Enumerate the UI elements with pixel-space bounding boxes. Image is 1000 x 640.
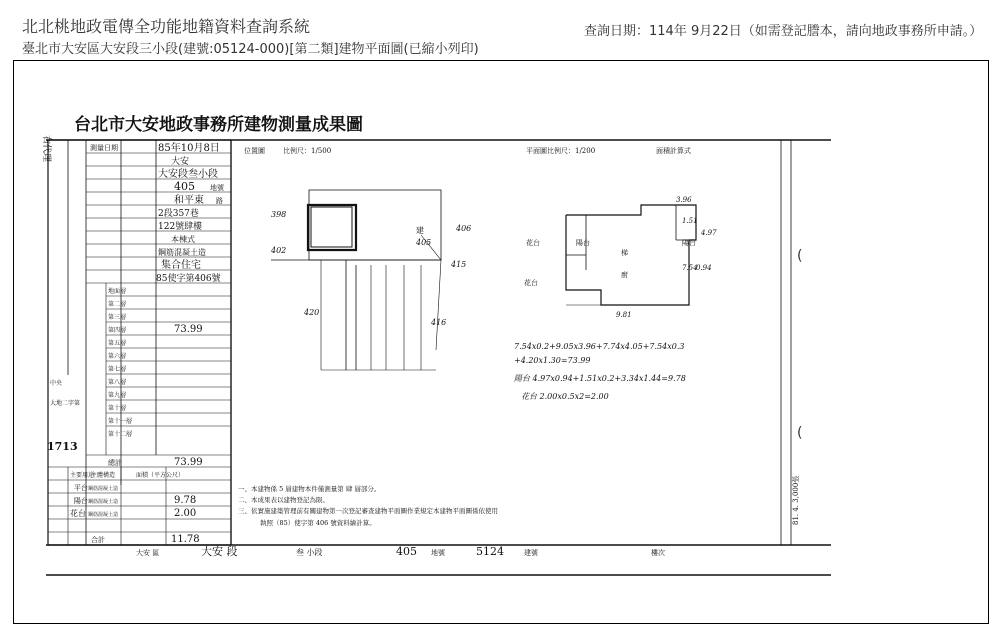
lot-label: 415	[451, 260, 467, 269]
attached-use: 花台	[70, 509, 86, 518]
note-line: 三、依實施建築管理前有關建物第一次登記審查建物平面圖作業規定本建物平面圖係依使用	[238, 507, 498, 515]
plan-room-label: 廚	[621, 271, 628, 279]
plan-room-label: 花台	[526, 239, 540, 247]
measure-date: 85年10月8日	[158, 143, 220, 154]
lot-label: 416	[431, 318, 447, 327]
area-row-label: 第六層	[108, 353, 127, 360]
area-row-label: 第十二層	[108, 431, 133, 438]
plan-dimension: 1.51	[682, 217, 698, 225]
section-value: 大安段叁小段	[158, 169, 218, 180]
system-title: 北北桃地政電傳全功能地籍資料查詢系統	[22, 17, 311, 36]
note-line: 二、本成果表以建物登記為限。	[238, 496, 329, 504]
stamp-text: 大地二字第	[50, 400, 81, 407]
plan-dimension: 9.81	[616, 311, 632, 319]
attached-structure: 鋼筋混凝土造	[88, 499, 119, 505]
footer-building-label: 建號	[524, 549, 538, 557]
area-row-label: 第八層	[108, 379, 127, 386]
area-formulas	[514, 342, 686, 401]
plan-note: 面積計算式	[656, 147, 691, 155]
footer-section: 大安 段	[201, 545, 238, 558]
footer-row	[136, 544, 665, 558]
attached-use: 陽台	[74, 497, 88, 505]
plan-scale: 平面圖比例尺：1/200	[526, 147, 596, 155]
attached-area: 9.78	[174, 495, 197, 506]
floor-plan	[524, 146, 717, 319]
location-label: 位置圖	[244, 147, 265, 155]
note-line: 一、本建物係 5 層建物本件僅測量第 肆 層部分。	[238, 485, 381, 493]
lot-label: 402	[271, 246, 287, 255]
attached-structure: 鋼筋混凝土造	[88, 486, 119, 492]
page-mark: (	[797, 248, 803, 264]
area-row-label: 第十層	[108, 405, 127, 412]
attached-col-area: 面積（平方公尺）	[136, 472, 185, 479]
footer-district: 大安 區	[136, 549, 160, 557]
plan-dimension: 4.97	[701, 229, 717, 237]
plan-dimension: 0.94	[696, 264, 712, 272]
formula-line: 陽台 4.97x0.94+1.51x0.2+3.34x1.44=9.78	[514, 374, 686, 383]
left-label: 右代理	[41, 135, 51, 163]
document-subtitle: 臺北市大安區大安段三小段(建號:05124-000)[第二類]建物平面圖(已縮小列印)	[22, 42, 479, 57]
floor-4-area: 73.99	[174, 324, 203, 335]
document-title: 台北市大安地政事務所建物測量成果圖	[74, 115, 363, 135]
attached-structure: 鋼筋混凝土造	[88, 512, 119, 518]
attached-total: 11.78	[171, 534, 200, 545]
area-row-label: 第二層	[108, 301, 127, 308]
building-label: 建	[416, 226, 424, 235]
area-row-label: 第十一層	[108, 418, 133, 425]
formula-line: 7.54x0.2+9.05x3.96+7.74x4.05+7.54x0.3	[514, 342, 685, 351]
footer-subsection: 叁 小段	[296, 548, 323, 557]
footer-building-number: 5124	[476, 545, 504, 558]
footer-page-label: 樓次	[651, 549, 665, 557]
plan-dimension: 7.54	[682, 264, 698, 272]
footer-lot-label: 地號	[431, 549, 445, 557]
area-row-label: 地面層	[108, 288, 127, 295]
plan-room-label: 梯	[621, 249, 628, 257]
building-info-table	[47, 140, 231, 545]
lot-label: 420	[304, 308, 320, 317]
query-date: 查詢日期：114年 9月22日（如需登記謄本，請向地政事務所申請。）	[584, 24, 983, 39]
plan-room-label: 花台	[524, 279, 538, 287]
lot-number: 405	[174, 180, 195, 193]
note-line: 執照（85）使字第 406 號資料繪計算。	[260, 519, 376, 527]
lot-label: 398	[271, 210, 287, 219]
location-scale: 比例尺：1/500	[283, 147, 332, 155]
district-value: 大安	[171, 157, 190, 167]
area-row-label: 第九層	[108, 392, 127, 399]
side-stamp: 81. 4. 3,000張	[792, 475, 800, 525]
footer-lot: 405	[396, 545, 417, 558]
total-area: 73.99	[174, 457, 203, 468]
building-style: 本棟式	[171, 235, 195, 244]
license-number: 85使字第406號	[156, 274, 221, 284]
road-suffix: 路	[216, 197, 223, 205]
lane-value: 2段357巷	[158, 209, 199, 219]
road-value: 和平東	[174, 195, 204, 206]
main-structure: 鋼筋混凝土造	[158, 248, 206, 257]
measure-date-label: 測量日期	[90, 144, 118, 152]
stamp-number: 1713	[47, 440, 78, 453]
lot-label: 406	[456, 224, 472, 233]
plan-room-label: 陽台	[576, 239, 590, 247]
area-row-label: 第三層	[108, 314, 127, 321]
formula-line: 花台 2.00x0.5x2=2.00	[521, 392, 609, 401]
lot-number-label: 地號	[210, 184, 224, 192]
page-mark: (	[797, 425, 803, 441]
area-row-label: 第四層	[108, 327, 127, 334]
scanned-survey-document	[41, 105, 831, 580]
plan-room-label: 陽台	[682, 239, 696, 247]
total-label: 總計	[108, 459, 122, 467]
lot-label: 405	[416, 238, 432, 247]
stamp-text: 中央	[50, 380, 63, 387]
main-use: 集合住宅	[161, 260, 201, 271]
attached-total-label: 合計	[91, 536, 105, 544]
attached-area: 2.00	[174, 508, 197, 519]
plan-dimension: 3.96	[676, 196, 692, 204]
area-row-label: 第五層	[108, 340, 127, 347]
notes	[238, 484, 498, 527]
area-row-label: 第七層	[108, 366, 127, 373]
formula-line: +4.20x1.30=73.99	[514, 356, 591, 365]
attached-col-structure: 主體構造	[91, 472, 116, 479]
location-map	[244, 146, 471, 370]
attached-use: 平台	[74, 484, 88, 492]
attached-col-use: 主要用途	[70, 472, 95, 479]
door-number: 122號肆樓	[158, 222, 203, 232]
